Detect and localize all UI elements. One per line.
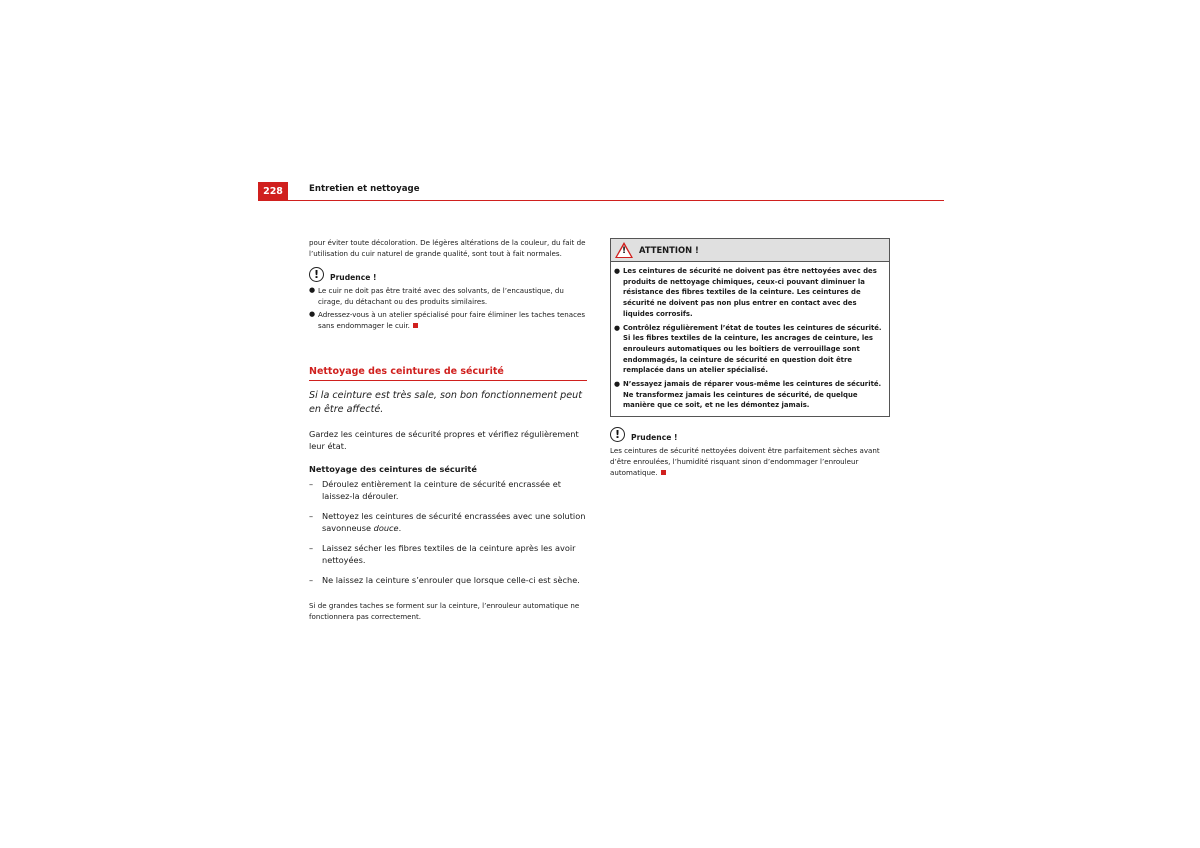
end-marker-icon: [661, 470, 666, 475]
warning-item: [614, 323, 886, 377]
procedure-step: [309, 478, 589, 502]
warning-item: [614, 379, 886, 411]
warning-item-text: N’essayez jamais de réparer vous-même les ceintures de sécurité. Ne transformez jamais les ceintures de sécurité, de quelque manière que ce soit, et ne les démontez jamais.: [623, 380, 882, 410]
bullet-icon: ●: [614, 380, 621, 389]
warning-label: ATTENTION !: [639, 245, 699, 255]
procedure-step: [309, 574, 589, 586]
section-title: Nettoyage des ceintures de sécurité: [309, 366, 587, 381]
section-intro: Si la ceinture est très sale, son bon fonctionnement peut en être affecté.: [309, 390, 582, 415]
warning-item: [614, 266, 886, 320]
warning-header: [611, 239, 889, 262]
caution-item: [309, 309, 589, 331]
step-text: Nettoyez les ceintures de sécurité encrassées avec une solution savonneuse douce.: [322, 511, 586, 533]
dash-icon: –: [309, 479, 314, 489]
dash-icon: –: [309, 575, 314, 585]
procedure-step: [309, 542, 589, 566]
caution-item-text: Adressez-vous à un atelier spécialisé pour faire éliminer les taches tenaces sans endommager le cuir.: [318, 310, 586, 330]
top-paragraph: pour éviter toute décoloration. De légères altérations de la couleur, du fait de l’utilisation du cuir naturel de grande qualité, sont tout à fait normales.: [309, 238, 586, 258]
warning-box: [610, 238, 890, 417]
bullet-icon: ●: [309, 286, 316, 294]
warning-item-text: Contrôlez régulièrement l’état de toutes les ceintures de sécurité. Si les fibres textiles de la ceinture, les ancrages de ceinture, les enrouleurs automatiques ou les boîtiers de verrouillage sont endommagés, la ceinture de sécurité en question doit être remplacée dans un atelier spécialisé.: [623, 323, 882, 375]
section-paragraph: Gardez les ceintures de sécurité propres et vérifiez régulièrement leur état.: [309, 429, 579, 451]
caution-text: Les ceintures de sécurité nettoyées doivent être parfaitement sèches avant d’être enroulées, l’humidité risquant sinon d’endommager l’enrouleur automatique.: [610, 446, 880, 478]
footnote: Si de grandes taches se forment sur la ceinture, l’enrouleur automatique ne fonctionnera pas correctement.: [309, 601, 580, 621]
warning-item-text: Les ceintures de sécurité ne doivent pas être nettoyées avec des produits de nettoyage chimiques, ceux-ci pouvant diminuer la résistance des fibres textiles de la ceinture. Les ceintures de sécurité ne doivent pas non plus entrer en contact avec des liquides corrosifs.: [623, 267, 877, 318]
caution-note-header: [309, 268, 589, 282]
procedure-step: [309, 510, 589, 534]
warning-triangle-icon: !: [615, 242, 633, 258]
end-marker-icon: [413, 323, 418, 328]
caution-label: Prudence !: [631, 433, 678, 443]
caution-icon: !: [610, 427, 625, 442]
step-text: Déroulez entièrement la ceinture de sécurité encrassée et laissez-la dérouler.: [322, 479, 561, 501]
left-column: [309, 237, 589, 622]
caution-item-text: Le cuir ne doit pas être traité avec des solvants, de l’encaustique, du cirage, du détachant ou des produits similaires.: [318, 286, 564, 306]
right-column: [610, 238, 890, 478]
bullet-icon: ●: [309, 310, 316, 318]
step-text: Laissez sécher les fibres textiles de la ceinture après les avoir nettoyées.: [322, 543, 576, 565]
dash-icon: –: [309, 543, 314, 553]
dash-icon: –: [309, 511, 314, 521]
warning-body: [611, 262, 889, 416]
bullet-icon: ●: [614, 323, 621, 332]
bullet-icon: ●: [614, 267, 621, 275]
caution-label: Prudence !: [330, 273, 377, 282]
page-number: 228: [258, 182, 288, 200]
chapter-title: Entretien et nettoyage: [309, 184, 420, 194]
caution-icon: !: [309, 267, 324, 282]
step-text: Ne laissez la ceinture s’enrouler que lorsque celle-ci est sèche.: [322, 575, 580, 585]
caution-item: [309, 285, 589, 307]
page-header: [258, 182, 944, 202]
caution-note-header: [610, 428, 890, 443]
header-rule: [258, 200, 944, 201]
procedure-heading: Nettoyage des ceintures de sécurité: [309, 464, 477, 474]
